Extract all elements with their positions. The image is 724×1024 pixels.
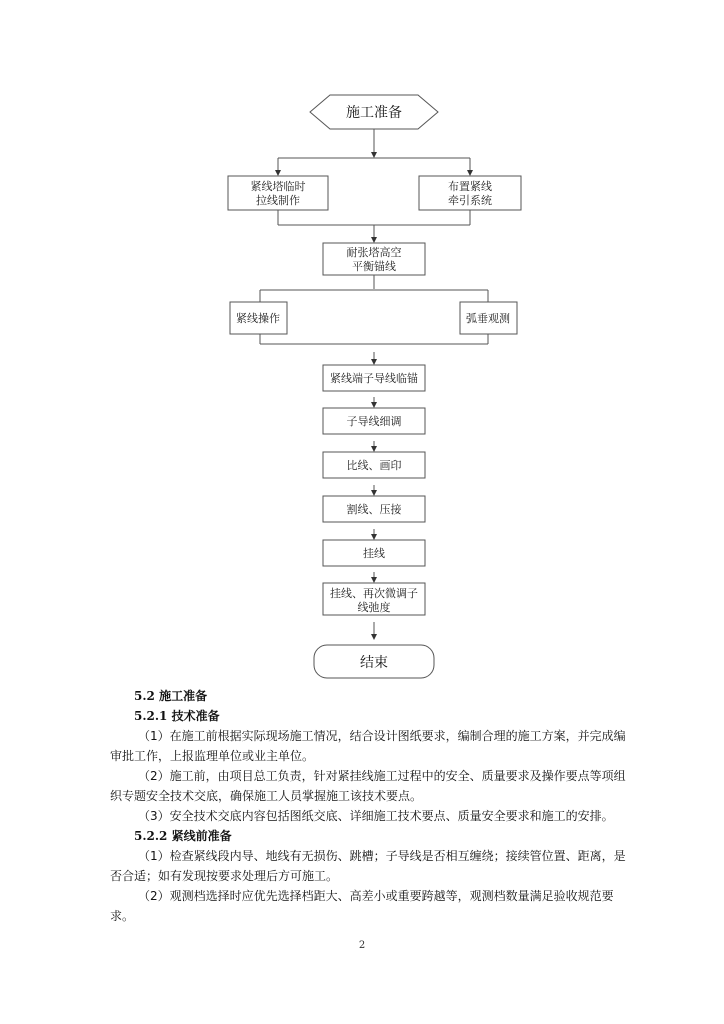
paragraph: （1）检查紧线段内导、地线有无损伤、跳槽；子导线是否相互缠绕；接续管位置、距离，是否合适；如有发现按要求处理后方可施工。 bbox=[110, 849, 626, 883]
step-label-2: 比线、画印 bbox=[346, 459, 402, 472]
paragraph: （2）观测档选择时应优先选择档距大、高差小或重要跨越等，观测档数量满足验收规范要求。 bbox=[110, 889, 614, 923]
balance-anchor-label-2: 平衡锚线 bbox=[352, 260, 396, 273]
temp-guy-label-1: 紧线塔临时 bbox=[250, 180, 306, 193]
subsection-heading-pretension: 5.2.2 紧线前准备 bbox=[134, 829, 232, 843]
step-label-5a: 挂线、再次微调子 bbox=[330, 587, 418, 600]
temp-guy-label-2: 拉线制作 bbox=[256, 194, 300, 207]
pulling-system-label-1: 布置紧线 bbox=[448, 180, 492, 193]
pulling-system-label-2: 牵引系统 bbox=[448, 194, 492, 207]
tension-operation-label: 紧线操作 bbox=[236, 312, 280, 325]
step-label-5b: 线弛度 bbox=[357, 601, 391, 614]
paragraph: （1）在施工前根据实际现场施工情况，结合设计图纸要求，编制合理的施工方案，并完成编审批工作，上报监理单位或业主单位。 bbox=[110, 729, 626, 763]
start-node-label: 施工准备 bbox=[346, 105, 402, 121]
subsection-heading-technical: 5.2.1 技术准备 bbox=[134, 709, 220, 723]
step-label-4: 挂线 bbox=[363, 547, 385, 560]
paragraph: （3）安全技术交底内容包括图纸交底、详细施工技术要点、质量安全要求和施工的安排。 bbox=[138, 809, 614, 823]
sag-observation-label: 弧垂观测 bbox=[466, 312, 510, 325]
section-body bbox=[110, 686, 630, 926]
step-label-0: 紧线端子导线临锚 bbox=[330, 372, 418, 385]
step-label-1: 子导线细调 bbox=[346, 415, 402, 428]
section-heading: 5.2 施工准备 bbox=[134, 689, 208, 703]
paragraph: （2）施工前，由项目总工负责，针对紧挂线施工过程中的安全、质量要求及操作要点等项组织专题安全技术交底，确保施工人员掌握施工该技术要点。 bbox=[110, 769, 626, 803]
step-label-3: 割线、压接 bbox=[346, 503, 402, 516]
balance-anchor-label-1: 耐张塔高空 bbox=[346, 246, 402, 259]
page-number: 2 bbox=[358, 940, 366, 951]
end-node-label: 结束 bbox=[360, 655, 388, 671]
